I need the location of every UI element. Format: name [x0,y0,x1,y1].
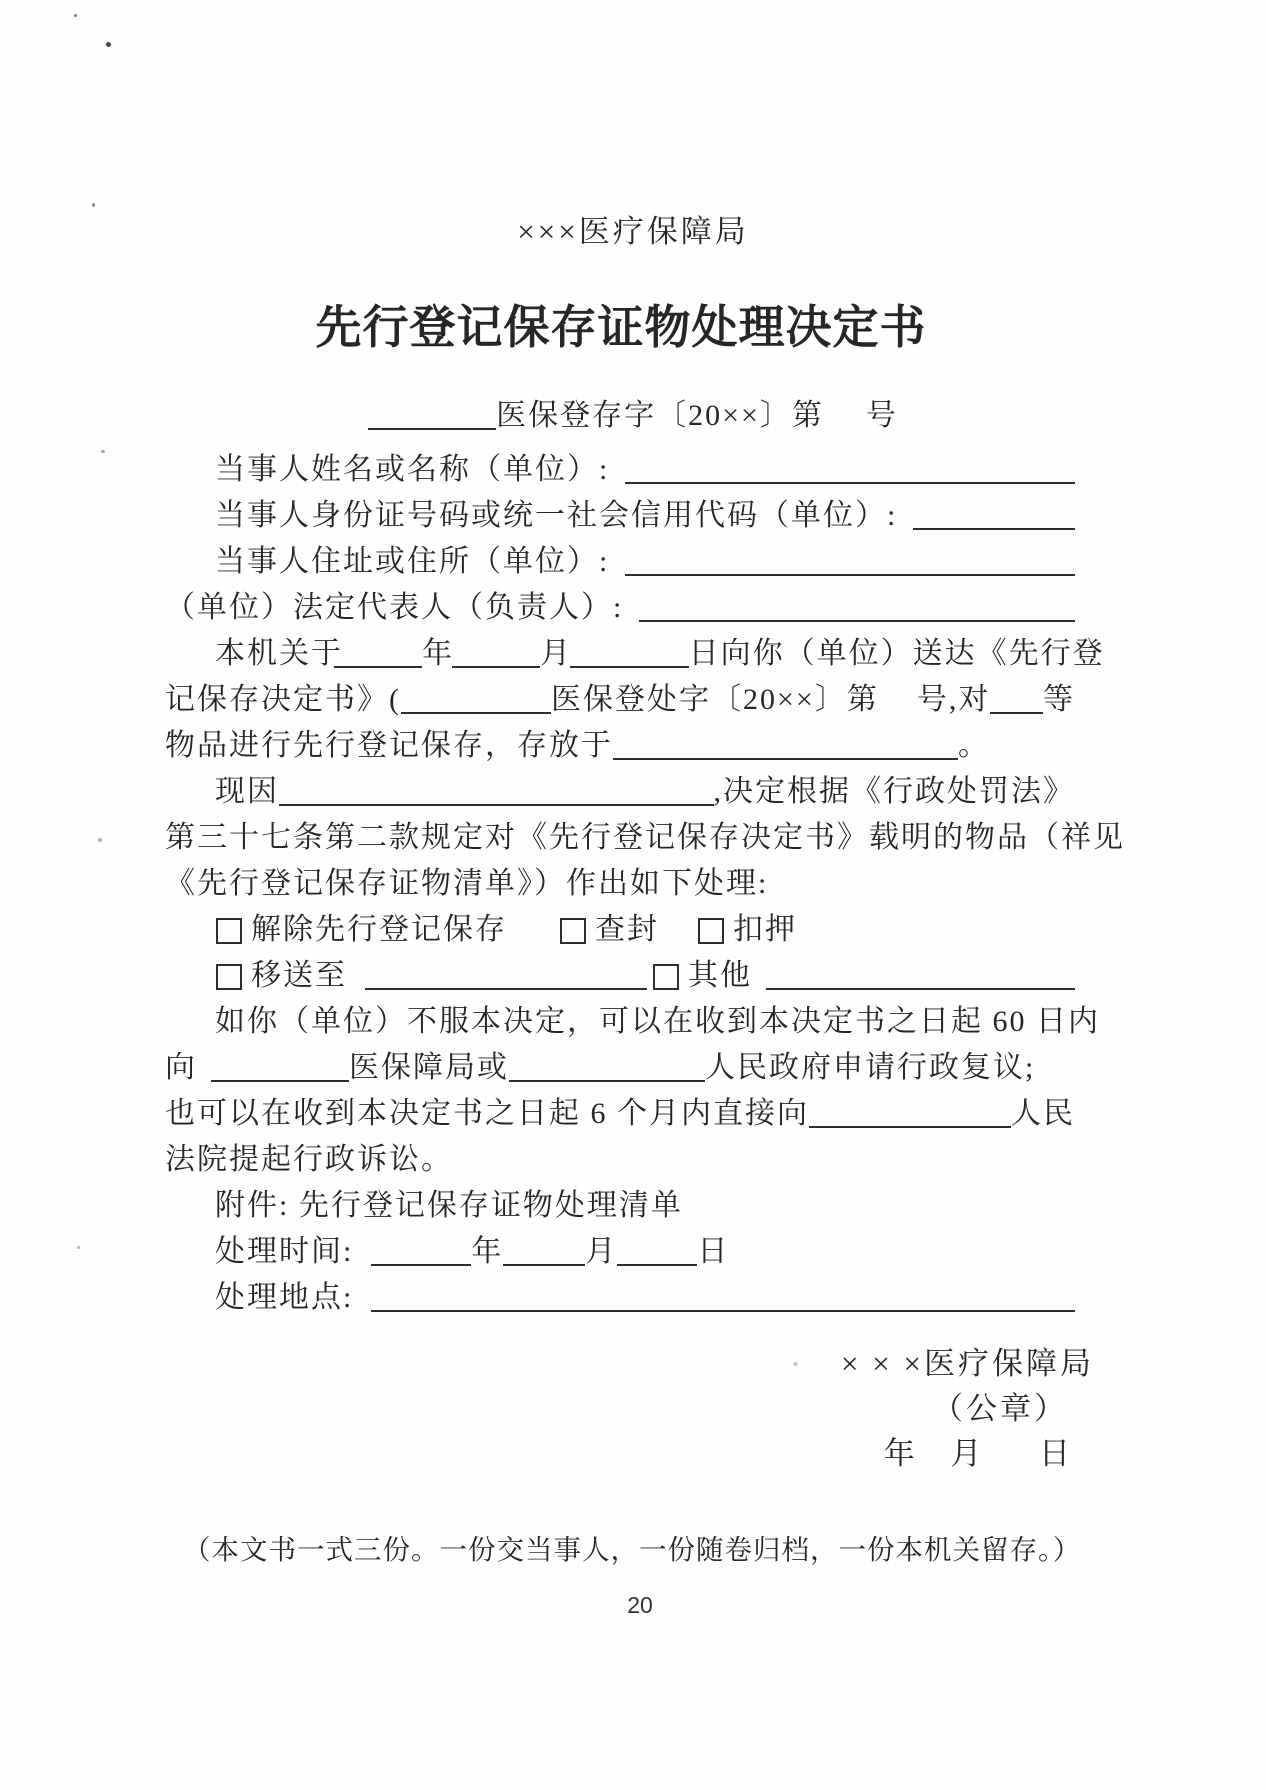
delivery-month-blank [452,666,540,668]
doc-number-blank [368,428,496,430]
legal-rep-label: （单位）法定代表人（负责人）: [165,591,624,624]
party-name-blank [625,482,1075,484]
scan-speck [98,838,102,842]
appeal-line-4 [165,1137,1075,1183]
delivery-text: 记保存决定书》( [165,683,401,716]
handle-time-text: 月 [585,1235,618,1268]
handle-year-blank [371,1264,471,1266]
attachment-text: 附件: 先行登记保存证物处理清单 [215,1189,683,1222]
delivery-items-blank [990,712,1043,714]
signature-org: × × ×医疗保障局 [841,1346,1094,1381]
handle-month-blank [503,1264,585,1266]
attachment-line [165,1183,1075,1229]
scan-speck [77,1246,80,1249]
appeal-text: 法院提起行政诉讼。 [165,1143,453,1176]
handle-time-text: 日 [697,1235,730,1268]
form-body [165,447,1125,1321]
delivery-text: 号,对 [916,683,991,716]
delivery-line-2 [165,677,1075,723]
court-blank [809,1126,1011,1128]
decision-text: 现因 [215,775,279,808]
copies-footnote: （本文书一式三份。一份交当事人，一份随卷归档，一份本机关留存。） [183,1534,1082,1565]
handle-place-label: 处理地点: [215,1281,354,1314]
other-checkbox [653,964,679,990]
appeal-text: 向 [165,1051,197,1084]
page-number: 20 [627,1592,653,1618]
decision-text: 第三十七条第二款规定对《先行登记保存决定书》载明的物品（祥见 [165,821,1125,854]
release-checkbox [216,918,242,944]
handle-place-blank [371,1310,1075,1312]
delivery-text: 等 [1043,683,1075,716]
party-address-label: 当事人住址或住所（单位）: [215,545,610,578]
appeal-line-2 [165,1045,1075,1091]
appeal-line-1 [165,999,1100,1045]
review-bureau-blank [211,1080,349,1082]
release-label: 解除先行登记保存 [251,913,507,946]
party-id-blank [913,528,1075,530]
handle-day-blank [617,1264,697,1266]
transfer-checkbox [216,964,242,990]
party-name-line [165,447,1075,493]
other-blank [766,988,1075,990]
delivery-docno-blank [401,712,551,714]
decision-line-2 [165,815,1125,861]
signature-date: 年 月 日 [883,1436,1084,1471]
impound-checkbox [698,918,724,944]
impound-label: 扣押 [733,913,797,946]
party-name-label: 当事人姓名或名称（单位）: [215,453,610,486]
appeal-text: 也可以在收到本决定书之日起 6 个月内直接向 [165,1097,809,1130]
appeal-text: 人民政府申请行政复议; [705,1051,1036,1084]
delivery-text: 物品进行先行登记保存，存放于 [165,729,613,762]
doc-number-suffix: 号 [865,399,898,432]
party-address-line [165,539,1075,585]
handle-time-text: 年 [471,1235,504,1268]
delivery-text: 年 [422,637,455,670]
handle-time-line [165,1229,1075,1275]
delivery-text: 本机关于 [215,637,343,670]
signature-block [841,1341,1094,1476]
legal-rep-blank [639,620,1075,622]
party-address-blank [625,574,1075,576]
other-label: 其他 [688,959,752,992]
review-gov-blank [509,1080,705,1082]
decision-line-3 [165,861,1075,907]
delivery-day-blank [570,666,689,668]
delivery-line-1 [165,631,1105,677]
appeal-text: 如你（单位）不服本决定，可以在收到本决定书之日起 60 日内 [215,1005,1100,1038]
appeal-line-3 [165,1091,1075,1137]
scan-speck [793,1362,798,1366]
delivery-text: 医保登处字〔20××〕第 [551,683,879,716]
signature-seal-note: （公章） [932,1391,1068,1426]
doc-number-line [0,393,1266,439]
delivery-line-3 [165,723,1075,769]
delivery-text: 日向你（单位）送达《先行登 [688,637,1105,670]
storage-place-blank [613,758,958,760]
options-row-2 [165,953,1075,999]
seal-label: 查封 [595,913,659,946]
appeal-text: 医保障局或 [349,1051,509,1084]
transfer-blank [365,988,647,990]
decision-text: ,决定根据《行政处罚法》 [713,775,1075,808]
scan-speck [74,14,77,17]
issuing-org-header: ×××医疗保障局 [517,214,749,249]
delivery-text: 。 [958,729,990,762]
handle-time-label: 处理时间: [215,1235,354,1268]
scan-speck [101,450,105,453]
party-id-label: 当事人身份证号码或统一社会信用代码（单位）: [215,499,898,532]
handle-place-line [165,1275,1075,1321]
document-title: 先行登记保存证物处理决定书 [315,302,927,353]
appeal-text: 人民 [1011,1097,1075,1130]
scan-speck [106,42,111,47]
transfer-label: 移送至 [251,959,347,992]
legal-rep-line [165,585,1075,631]
party-id-line [165,493,1075,539]
decision-reason-line [165,769,1075,815]
seal-checkbox [560,918,586,944]
decision-text: 《先行登记保存证物清单》）作出如下处理: [165,867,769,900]
delivery-year-blank [334,666,422,668]
reason-blank [279,804,714,806]
options-row-1 [165,907,1075,953]
delivery-text: 月 [540,637,573,670]
doc-number-label: 医保登存字〔20××〕第 [496,399,824,432]
